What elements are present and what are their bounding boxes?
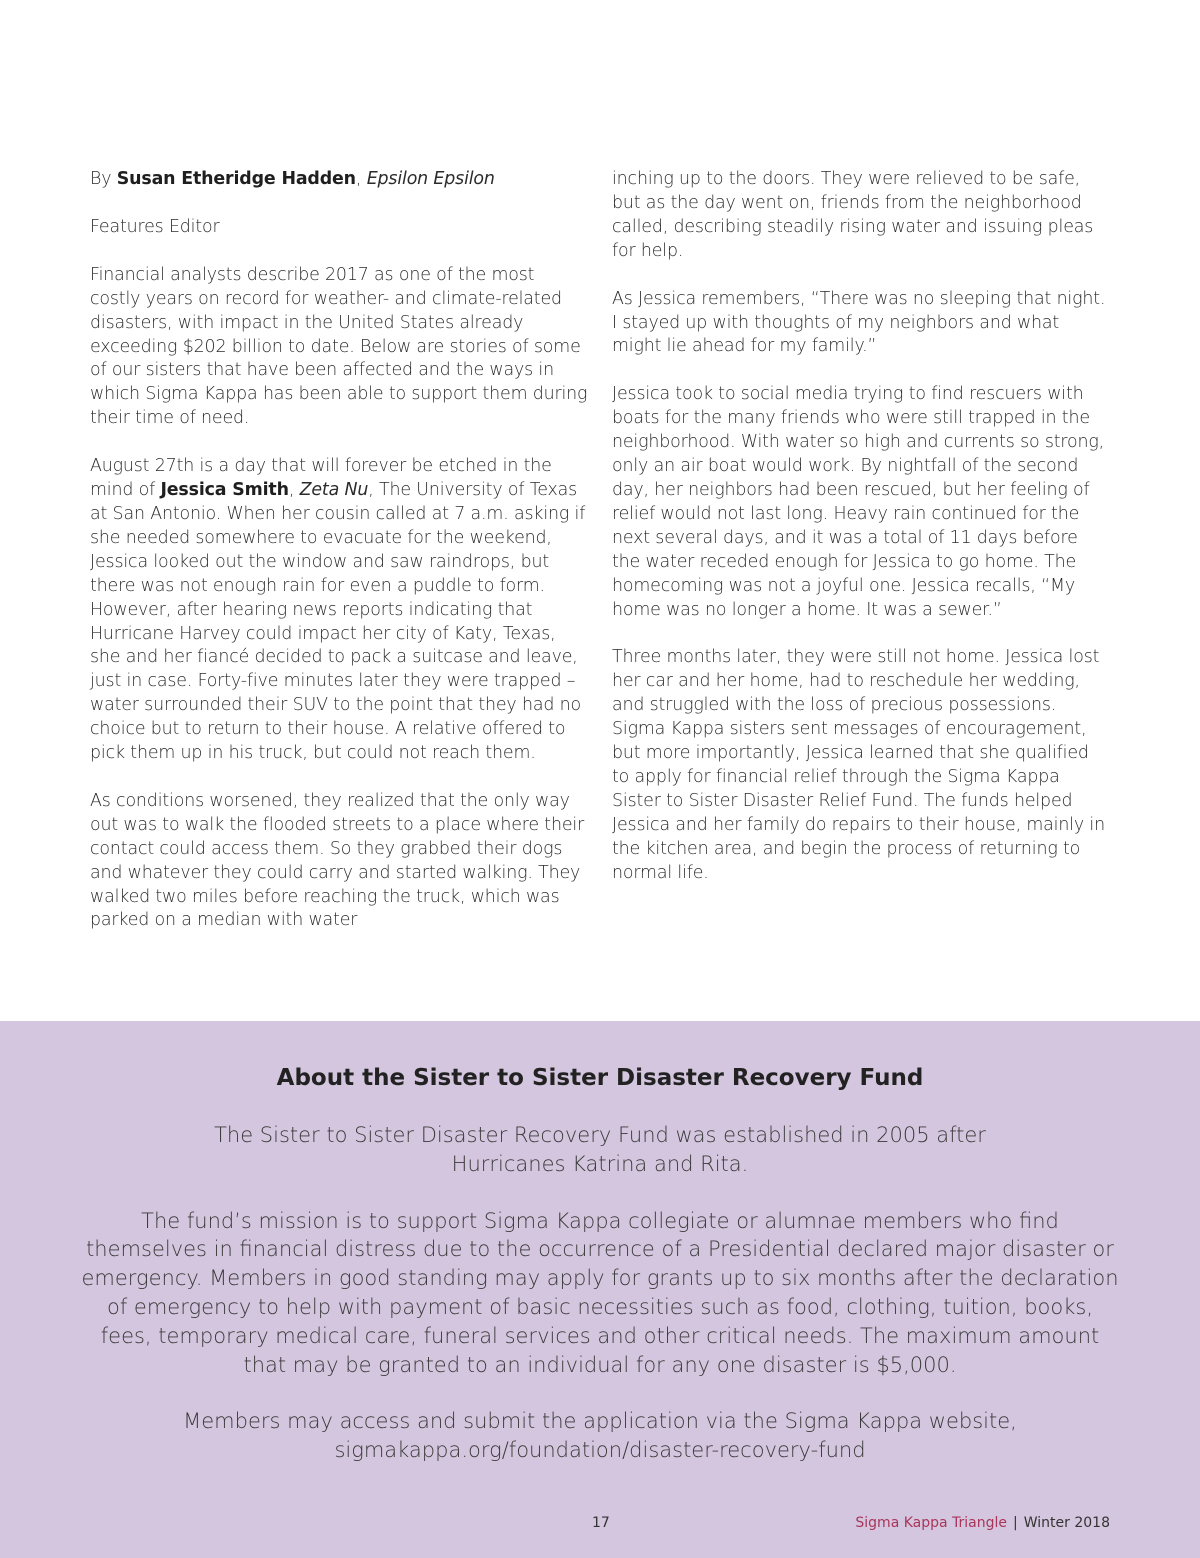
- paragraph-social-media: Jessica took to social media trying to find rescuers with boats for the many friends who were still trapped in the neighborhood. With water so high and currents so strong, only an air boat would work. By nightfall of the second day, her neighbors had been rescued, but her feeling of relief would not last long. Heavy rain continued for the next several days, and it was a total of 11 days before the water receded enough for Jessica to go home. The homecoming was not a joyful one. Jessica recalls, “My home was no longer a home. It was a sewer.”: [612, 384, 1105, 620]
- fund-established-paragraph: The Sister to Sister Disaster Recovery Fund was established in 2005 after Hurricanes Katrina and Rita.: [214, 1123, 986, 1176]
- byline-role: Features Editor: [90, 216, 220, 237]
- fund-application-paragraph: [80, 1407, 1120, 1465]
- fund-box-body: [80, 1121, 1120, 1493]
- member-chapter: Zeta Nu: [299, 480, 369, 501]
- paragraph-text: ,: [288, 480, 300, 501]
- fund-website-link[interactable]: sigmakappa.org/foundation/disaster-recovery-fund: [334, 1438, 866, 1463]
- fund-application-text: Members may access and submit the application via the Sigma Kappa website,: [183, 1409, 1017, 1434]
- fund-box-title: About the Sister to Sister Disaster Recovery Fund: [276, 1065, 924, 1091]
- paragraph-inching-up: inching up to the doors. They were relieved to be safe, but as the day went on, friends from the neighborhood called, describing steadily rising water and issuing pleas for help.: [612, 169, 1094, 261]
- byline-chapter: Epsilon Epsilon: [366, 169, 495, 189]
- paragraph-intro: Financial analysts describe 2017 as one of the most costly years on record for weather- and climate-related disasters, with impact in the United States already exceeding $202 billion to date. Below are stories of some of our sisters that have been affected and the ways in which Sigma Kappa has been able to support them during their time of need.: [90, 264, 588, 429]
- publication-info: [855, 1514, 1110, 1532]
- fund-info-box: [0, 1021, 1200, 1558]
- paragraph-jessica-remembers: As Jessica remembers, “There was no sleeping that night. I stayed up with thoughts of my neighbors and what might lie ahead for my family.”: [612, 288, 1106, 357]
- paragraph-text: , The University of Texas at San Antonio. When her cousin called at 7 a.m. asking if she needed somewhere to evacuate for the weekend, Jessica looked out the window and saw raindrops, but there was not enough rain for even a puddle to form. However, after hearing news reports indicating that Hurricane Harvey could impact her city of Katy, Texas, she and her fiancé decided to pack a suitcase and leave, just in case. Forty-five minutes later they were trapped – water surrounded their SUV to the point that they had no choice but to return to their house. A relative offered to pick them up in his truck, but could not reach them.: [90, 480, 586, 764]
- article-column-right: [612, 168, 1110, 957]
- page-number: 17: [592, 1515, 610, 1531]
- issue-date: Winter 2018: [1023, 1515, 1110, 1531]
- byline-author: Susan Etheridge Hadden: [116, 169, 356, 189]
- byline-comma: ,: [355, 169, 367, 189]
- paragraph-conditions-worsened: As conditions worsened, they realized that the only way out was to walk the flooded streets to a place where their contact could access them. So they grabbed their dogs and whatever they could carry and started walking. They walked two miles before reaching the truck, which was parked on a median with water: [90, 790, 585, 931]
- byline: [90, 168, 588, 192]
- paragraph-text: August 27th is a day that will forever be etched in the mind of: [90, 456, 552, 501]
- footer-separator: |: [1013, 1515, 1018, 1531]
- article-body: [90, 168, 1110, 957]
- fund-mission-paragraph: The fund’s mission is to support Sigma Kappa collegiate or alumnae members who find themselves in financial distress due to the occurrence of a Presidential declared major disaster or emergency. Members in good standing may apply for grants up to six months after the declaration of emergency to help with payment of basic necessities such as food, clothing, tuition, books, fees, temporary medical care, funeral services and other critical needs. The maximum amount that may be granted to an individual for any one disaster is $5,000.: [81, 1208, 1119, 1377]
- paragraph-august-27: [90, 455, 588, 766]
- member-name: Jessica Smith: [160, 480, 289, 501]
- paragraph-three-months-later: Three months later, they were still not home. Jessica lost her car and her home, had to reschedule her wedding, and struggled with the loss of precious possessions. Sigma Kappa sisters sent messages of encouragement, but more importantly, Jessica learned that she qualified to apply for financial relief through the Sigma Kappa Sister to Sister Disaster Relief Fund. The funds helped Jessica and her family do repairs to their house, mainly in the kitchen area, and begin the process of returning to normal life.: [612, 647, 1105, 883]
- byline-prefix: By: [90, 169, 117, 189]
- publication-name: Sigma Kappa Triangle: [855, 1515, 1008, 1531]
- article-column-left: [90, 168, 588, 957]
